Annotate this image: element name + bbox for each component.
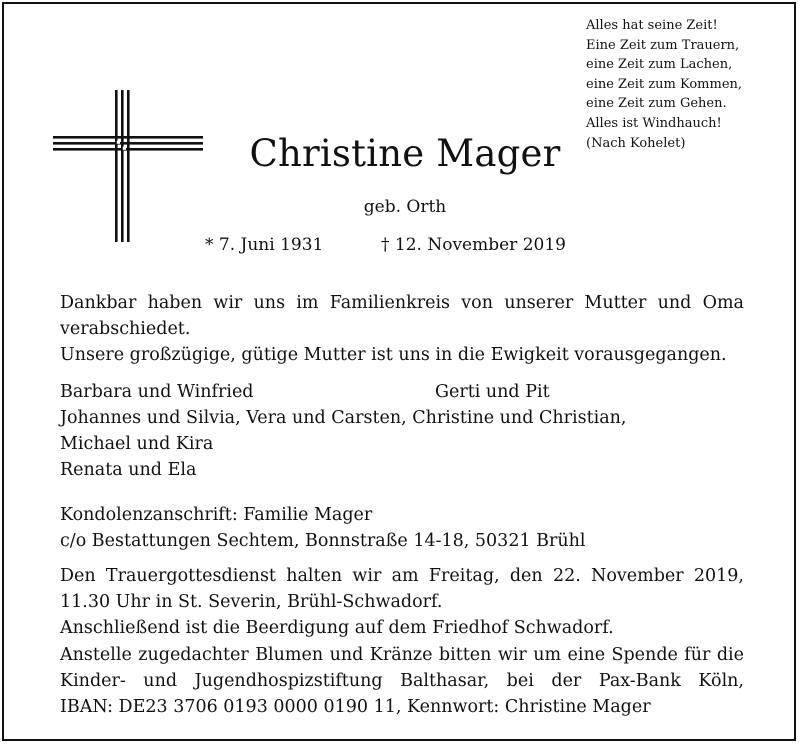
family-line: Michael und Kira bbox=[60, 434, 214, 454]
quote-block bbox=[586, 16, 786, 153]
quote-line: eine Zeit zum Lachen, bbox=[586, 57, 733, 73]
intro-text bbox=[60, 290, 744, 368]
intro-line: Dankbar haben wir uns im Familienkreis von unserer Mutter und Oma bbox=[60, 293, 744, 313]
service-line: Den Trauergottesdienst halten wir am Freitag, den 22. November 2019, bbox=[60, 566, 744, 586]
donation-line: IBAN: DE23 3706 0193 0000 0190 11, Kennwort: Christine Mager bbox=[60, 697, 651, 717]
family-line: Barbara und Winfried bbox=[60, 382, 254, 402]
family-line: Gerti und Pit bbox=[435, 382, 550, 402]
maiden-name: geb. Orth bbox=[363, 197, 447, 217]
service-line: Anschließend ist die Beerdigung auf dem Friedhof Schwadorf. bbox=[60, 618, 614, 638]
quote-line: eine Zeit zum Gehen. bbox=[586, 96, 727, 112]
service-info bbox=[60, 563, 744, 641]
cross-icon bbox=[53, 90, 203, 242]
service-line: 11.30 Uhr in St. Severin, Brühl-Schwadorf. bbox=[60, 592, 443, 612]
quote-source: (Nach Kohelet) bbox=[586, 135, 686, 151]
quote-line: Alles ist Windhauch! bbox=[586, 115, 722, 131]
condolence-line: c/o Bestattungen Sechtem, Bonnstraße 14-18, 50321 Brühl bbox=[60, 531, 586, 551]
quote-line: Eine Zeit zum Trauern, bbox=[586, 37, 740, 53]
condolence-line: Kondolenzanschrift: Familie Mager bbox=[60, 505, 373, 525]
condolence-address bbox=[60, 502, 744, 554]
intro-line: Unsere großzügige, gütige Mutter ist uns in die Ewigkeit vorausgegangen. bbox=[60, 345, 727, 365]
family-names bbox=[60, 379, 744, 483]
birth-date: * 7. Juni 1931 bbox=[205, 235, 324, 255]
quote-line: eine Zeit zum Kommen, bbox=[586, 76, 743, 92]
family-line: Johannes und Silvia, Vera und Carsten, Christine und Christian, bbox=[60, 408, 627, 428]
death-date: † 12. November 2019 bbox=[381, 235, 566, 255]
quote-line: Alles hat seine Zeit! bbox=[586, 18, 718, 33]
family-line: Renata und Ela bbox=[60, 460, 197, 480]
deceased-name: Christine Mager bbox=[249, 132, 561, 175]
intro-line: verabschiedet. bbox=[60, 319, 191, 339]
donation-line: Kinder- und Jugendhospizstiftung Balthasar, bei der Pax-Bank Köln, bbox=[60, 671, 744, 691]
donation-info bbox=[60, 642, 744, 720]
donation-line: Anstelle zugedachter Blumen und Kränze bitten wir um eine Spende für die bbox=[60, 645, 744, 665]
